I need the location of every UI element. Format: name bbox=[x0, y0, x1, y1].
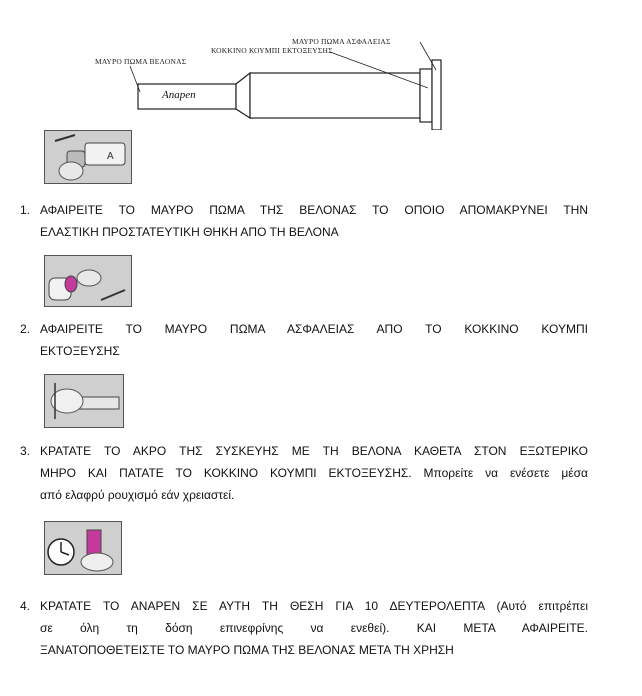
step-line: ΕΛΑΣΤΙΚΗ ΠΡΟΣΤΑΤΕΥΤΙΚΗ ΘΗΚΗ ΑΠΟ ΤΗ ΒΕΛΟΝΑ bbox=[40, 225, 339, 239]
step-line: ΜΗΡΟ ΚΑΙ ΠΑΤΑΤΕ ΤΟ ΚΟΚΚΙΝΟ ΚΟΥΜΠΙ ΕΚΤΟΞΕΥΣΗΣ. Μπορείτε να ενέσετε μέσα bbox=[40, 466, 588, 480]
device-brand-label: Anapen bbox=[162, 89, 196, 101]
step2-illustration bbox=[44, 255, 132, 307]
safety-cap-label: ΜΑΥΡΟ ΠΩΜΑ ΑΣΦΑΛΕΙΑΣ bbox=[292, 37, 391, 46]
step1-illustration bbox=[44, 130, 132, 184]
step4-illustration bbox=[44, 521, 122, 575]
step-4 bbox=[20, 595, 588, 661]
step-line: ΕΚΤΟΞΕΥΣΗΣ bbox=[40, 344, 120, 358]
device-diagram bbox=[0, 0, 642, 130]
step3-illustration bbox=[44, 374, 124, 428]
needle-cap-label: ΜΑΥΡΟ ΠΩΜΑ ΒΕΛΟΝΑΣ bbox=[95, 57, 187, 66]
step-number: 4. bbox=[20, 599, 31, 613]
step-3 bbox=[20, 440, 588, 506]
step-line: σε όλη τη δόση επινεφρίνης να ενεθεί). ΚΑΙ ΜΕΤΑ ΑΦΑΙΡΕΙΤΕ. bbox=[40, 621, 588, 635]
step-line: από ελαφρύ ρουχισμό εάν χρειαστεί. bbox=[40, 488, 235, 502]
step-line: ΑΦΑΙΡΕΙΤΕ ΤΟ ΜΑΥΡΟ ΠΩΜΑ ΑΣΦΑΛΕΙΑΣ ΑΠΟ ΤΟ ΚΟΚΚΙΝΟ ΚΟΥΜΠΙ bbox=[40, 322, 588, 336]
red-button-label: ΚΟΚΚΙΝΟ ΚΟΥΜΠΙ ΕΚΤΟΞΕΥΣΗΣ bbox=[211, 46, 333, 55]
step-line: ΚΡΑΤΑΤΕ ΤΟ ΑΚΡΟ ΤΗΣ ΣΥΣΚΕΥΗΣ ΜΕ ΤΗ ΒΕΛΟΝΑ ΚΑΘΕΤΑ ΣΤΟΝ ΕΞΩΤΕΡΙΚΟ bbox=[40, 444, 588, 458]
step-2 bbox=[20, 318, 588, 362]
svg-text:A: A bbox=[107, 151, 114, 162]
step-1 bbox=[20, 199, 588, 243]
step-line: ΞΑΝΑΤΟΠΟΘΕΤΕΙΣΤΕ ΤΟ ΜΑΥΡΟ ΠΩΜΑ ΤΗΣ ΒΕΛΟΝΑΣ ΜΕΤΑ ΤΗ ΧΡΗΣΗ bbox=[40, 643, 454, 657]
step-number: 2. bbox=[20, 322, 31, 336]
step-line: ΑΦΑΙΡΕΙΤΕ ΤΟ ΜΑΥΡΟ ΠΩΜΑ ΤΗΣ ΒΕΛΟΝΑΣ ΤΟ ΟΠΟΙΟ ΑΠΟΜΑΚΡΥΝΕΙ ΤΗΝ bbox=[40, 203, 588, 217]
step-number: 3. bbox=[20, 444, 31, 458]
step-line: ΚΡΑΤΑΤΕ ΤΟ ΑΝΑΡΕΝ ΣΕ ΑΥΤΗ ΤΗ ΘΕΣΗ ΓΙΑ 10 ΔΕΥΤΕΡΟΛΕΠΤΑ (Αυτό επιτρέπει bbox=[40, 599, 588, 613]
step-number: 1. bbox=[20, 203, 31, 217]
